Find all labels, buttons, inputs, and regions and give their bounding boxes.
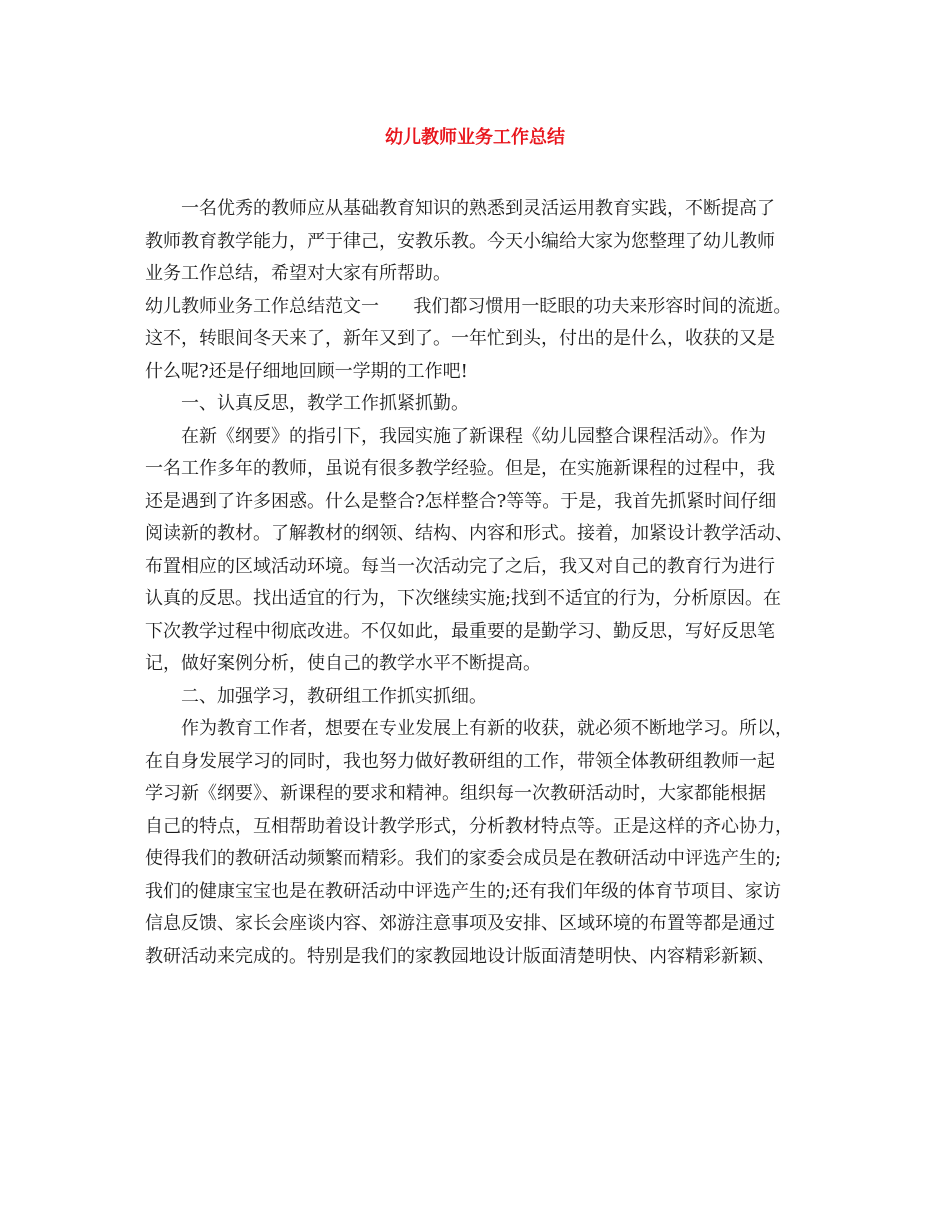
body-line: 作为教育工作者，想要在专业发展上有新的收获，就必须不断地学习。所以， bbox=[181, 718, 793, 739]
body-line: 阅读新的教材。了解教材的纲领、结构、内容和形式。接着，加紧设计教学活动、 bbox=[145, 523, 793, 544]
body-line: 一名优秀的教师应从基础教育知识的熟悉到灵活运用教育实践，不断提高了 bbox=[181, 198, 775, 219]
body-line: 幼儿教师业务工作总结范文一 我们都习惯用一眨眼的功夫来形容时间的流逝。 bbox=[145, 295, 792, 317]
body-line: 什么呢?还是仔细地回顾一学期的工作吧! bbox=[145, 360, 468, 382]
body-line: 使得我们的教研活动频繁而精彩。我们的家委会成员是在教研活动中评选产生的; bbox=[145, 848, 782, 869]
body-line: 学习新《纲要》、新课程的要求和精神。组织每一次教研活动时，大家都能根据 bbox=[145, 783, 766, 804]
body-line: 认真的反思。找出适宜的行为，下次继续实施;找到不适宜的行为，分析原因。在 bbox=[145, 588, 782, 609]
body-line: 在自身发展学习的同时，我也努力做好教研组的工作，带领全体教研组教师一起 bbox=[145, 750, 775, 772]
body-line: 信息反馈、家长会座谈内容、郊游注意事项及安排、区域环境的布置等都是通过 bbox=[145, 913, 775, 934]
section-heading: 二、加强学习，教研组工作抓实抓细。 bbox=[181, 685, 487, 707]
body-line: 还是遇到了许多困惑。什么是整合?怎样整合?等等。于是，我首先抓紧时间仔细 bbox=[145, 490, 777, 512]
body-line: 下次教学过程中彻底改进。不仅如此，最重要的是勤学习、勤反思，写好反思笔 bbox=[145, 620, 775, 642]
body-line: 记，做好案例分析，使自己的教学水平不断提高。 bbox=[145, 653, 541, 674]
body-line: 这不，转眼间冬天来了，新年又到了。一年忙到头，付出的是什么，收获的又是 bbox=[145, 328, 775, 349]
document-title: 幼儿教师业务工作总结 bbox=[385, 127, 565, 148]
body-line: 业务工作总结，希望对大家有所帮助。 bbox=[145, 263, 451, 284]
section-heading: 一、认真反思，教学工作抓紧抓勤。 bbox=[181, 393, 469, 414]
body-line: 教研活动来完成的。特别是我们的家教园地设计版面清楚明快、内容精彩新颖、 bbox=[145, 945, 775, 967]
body-line: 在新《纲要》的指引下，我园实施了新课程《幼儿园整合课程活动》。作为 bbox=[181, 425, 766, 447]
body-line: 教师教育教学能力，严于律己，安教乐教。今天小编给大家为您整理了幼儿教师 bbox=[145, 230, 775, 252]
body-line: 一名工作多年的教师，虽说有很多教学经验。但是，在实施新课程的过程中，我 bbox=[145, 458, 775, 479]
body-line: 我们的健康宝宝也是在教研活动中评选产生的;还有我们年级的体育节项目、家访 bbox=[145, 880, 782, 902]
body-line: 自己的特点，互相帮助着设计教学形式，分析教材特点等。正是这样的齐心协力， bbox=[145, 815, 793, 837]
document-body bbox=[145, 193, 813, 973]
body-line: 布置相应的区域活动环境。每当一次活动完了之后，我又对自己的教育行为进行 bbox=[145, 555, 775, 577]
